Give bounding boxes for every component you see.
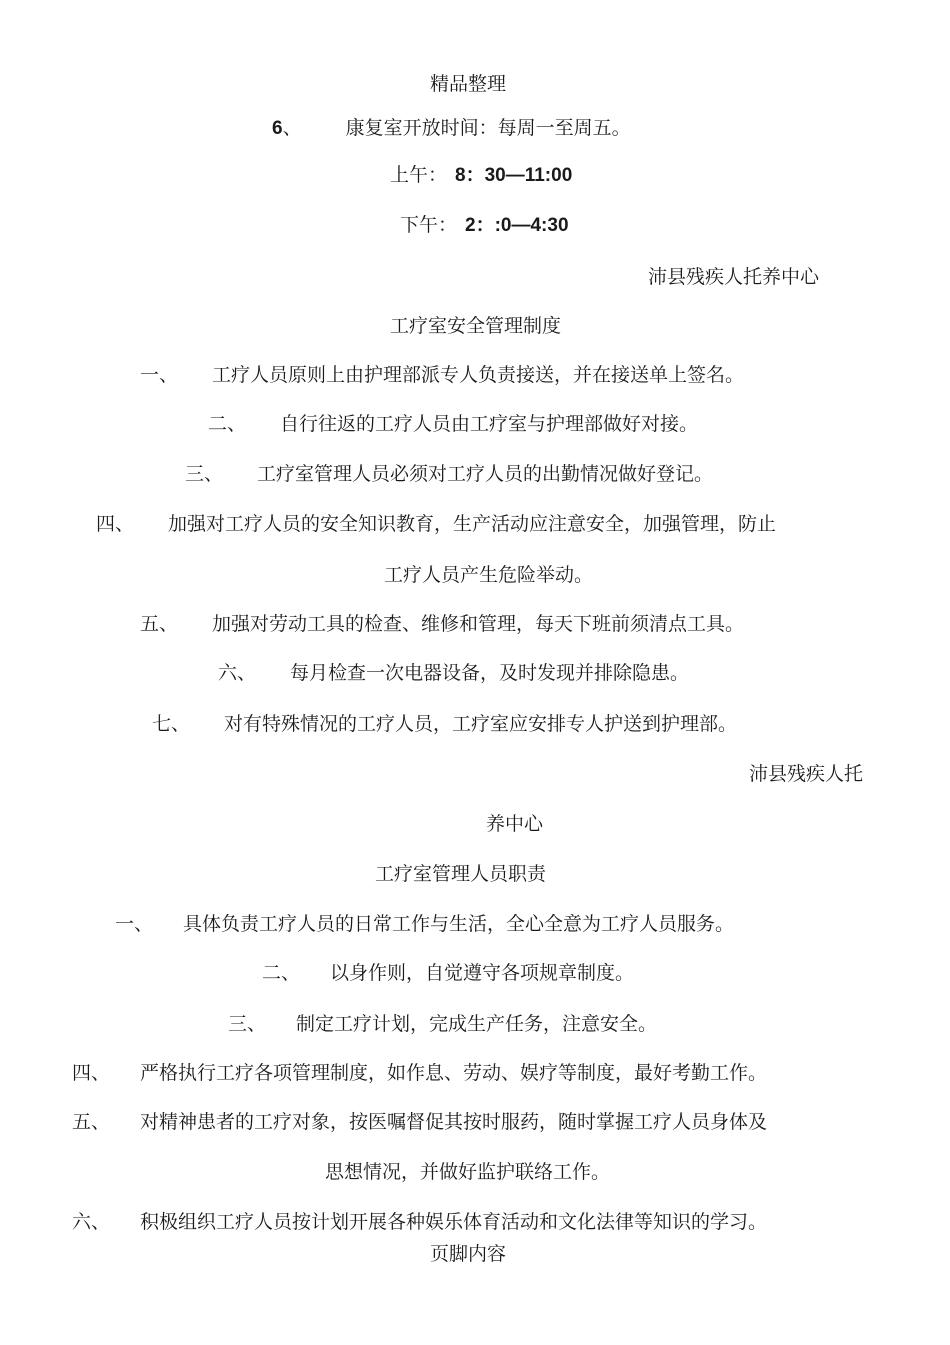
safety-item-4-number: 四、 xyxy=(96,513,135,535)
safety-item-1 xyxy=(140,363,744,387)
duty-item-5-text: 对精神患者的工疗对象，按医嘱督促其按时服药，随时掌握工疗人员身体及 xyxy=(140,1111,768,1133)
safety-item-6 xyxy=(218,661,689,685)
safety-item-3-number: 三、 xyxy=(185,463,224,485)
safety-item-5 xyxy=(140,612,744,636)
safety-item-2-text: 自行往返的工疗人员由工疗室与护理部做好对接。 xyxy=(280,413,699,435)
duty-item-2-number: 二、 xyxy=(262,962,301,984)
duty-item-1-number: 一、 xyxy=(115,913,154,935)
safety-item-6-text: 每月检查一次电器设备，及时发现并排除隐患。 xyxy=(290,662,690,684)
afternoon-hours xyxy=(400,213,569,238)
duty-item-4-number: 四、 xyxy=(72,1062,111,1084)
duty-item-6-number: 六、 xyxy=(72,1211,111,1233)
safety-item-7-number: 七、 xyxy=(152,713,191,735)
hours-item-number: 6 xyxy=(272,118,283,139)
afternoon-time: 2：:0—4:30 xyxy=(465,215,569,236)
duty-item-4-text: 严格执行工疗各项管理制度，如作息、劳动、娱疗等制度，最好考勤工作。 xyxy=(140,1062,768,1084)
safety-item-7 xyxy=(152,712,737,736)
safety-item-4-continued: 工疗人员产生危险举动。 xyxy=(384,564,594,586)
duty-item-2-text: 以身作则，自觉遵守各项规章制度。 xyxy=(330,962,635,984)
safety-item-3-text: 工疗室管理人员必须对工疗人员的出勤情况做好登记。 xyxy=(257,463,714,485)
duty-item-3 xyxy=(228,1012,657,1036)
safety-item-4-text: 加强对工疗人员的安全知识教育，生产活动应注意安全，加强管理，防止 xyxy=(168,513,777,535)
safety-item-1-text: 工疗人员原则上由护理部派专人负责接送，并在接送单上签名。 xyxy=(212,364,745,386)
hours-organization: 沛县残疾人托养中心 xyxy=(648,266,820,288)
duty-item-2 xyxy=(262,961,634,985)
safety-item-3 xyxy=(185,462,713,486)
duty-item-4 xyxy=(72,1061,767,1085)
duty-item-5 xyxy=(72,1110,767,1134)
safety-organization-line-1: 沛县残疾人托 xyxy=(749,763,864,785)
morning-label: 上午： xyxy=(390,164,448,186)
safety-organization-line-2: 养中心 xyxy=(486,813,544,835)
duty-item-5-number: 五、 xyxy=(72,1111,111,1133)
hours-item xyxy=(272,116,631,141)
duty-item-1 xyxy=(115,912,734,936)
safety-item-2 xyxy=(208,412,698,436)
afternoon-label: 下午： xyxy=(400,214,458,236)
safety-item-7-text: 对有特殊情况的工疗人员，工疗室应安排专人护送到护理部。 xyxy=(224,713,738,735)
duty-item-6 xyxy=(72,1210,767,1234)
duty-item-6-text: 积极组织工疗人员按计划开展各种娱乐体育活动和文化法律等知识的学习。 xyxy=(140,1211,768,1233)
safety-item-5-text: 加强对劳动工具的检查、维修和管理，每天下班前须清点工具。 xyxy=(212,613,745,635)
duty-item-3-text: 制定工疗计划，完成生产任务，注意安全。 xyxy=(296,1013,658,1035)
hours-item-text: 康复室开放时间：每周一至周五。 xyxy=(345,117,631,139)
safety-item-6-number: 六、 xyxy=(218,662,257,684)
page-header: 精品整理 xyxy=(430,73,507,95)
duty-item-5-continued: 思想情况，并做好监护联络工作。 xyxy=(325,1161,611,1183)
morning-time: 8：30—11:00 xyxy=(455,165,573,186)
safety-item-4 xyxy=(96,512,776,536)
safety-title: 工疗室安全管理制度 xyxy=(390,315,562,337)
duty-item-3-number: 三、 xyxy=(228,1013,267,1035)
safety-item-5-number: 五、 xyxy=(140,613,179,635)
safety-item-1-number: 一、 xyxy=(140,364,179,386)
safety-item-2-number: 二、 xyxy=(208,413,247,435)
morning-hours xyxy=(390,163,572,188)
page-footer: 页脚内容 xyxy=(430,1243,507,1265)
duties-title: 工疗室管理人员职责 xyxy=(375,863,547,885)
hours-item-separator: 、 xyxy=(282,117,302,139)
duty-item-1-text: 具体负责工疗人员的日常工作与生活，全心全意为工疗人员服务。 xyxy=(183,913,735,935)
